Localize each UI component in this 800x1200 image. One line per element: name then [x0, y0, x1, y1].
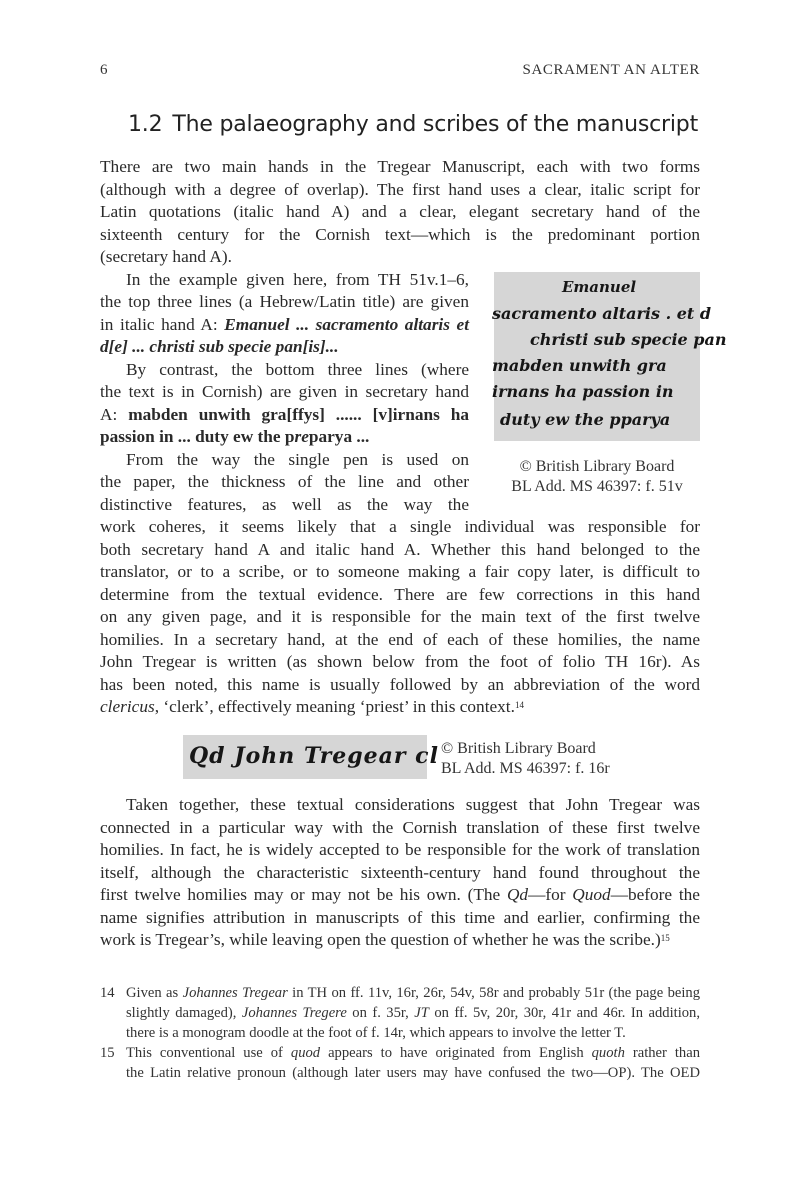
text-line: [100, 884, 700, 906]
footnote-line: [126, 1043, 700, 1063]
caption-shelfmark: BL Add. MS 46397: f. 16r: [441, 760, 610, 777]
text-line: (although with a degree of overlap). The first hand uses a clear, italic script for: [100, 179, 700, 199]
caption-shelfmark: BL Add. MS 46397: f. 51v: [511, 478, 683, 495]
text-line: Latin quotations (italic hand A) and a clear, elegant secretary hand of the: [100, 202, 700, 221]
text-line: on any given page, and it is responsible for the main text of the first twelve: [100, 607, 700, 626]
text-span: work is Tregear’s, while leaving open the question of whether he was the scribe.): [100, 930, 661, 949]
caption-copyright: © British Library Board: [519, 458, 675, 475]
cornish-quotation: parya ...: [308, 427, 370, 446]
text-span: slightly damaged),: [126, 1005, 242, 1021]
text-line: There are two main hands in the Tregear Manuscript, each with two forms: [100, 157, 700, 176]
manuscript-signature: Qd John Tregear cl: [189, 743, 439, 769]
footnote-line: [126, 1003, 700, 1023]
text-span: Given as: [126, 985, 183, 1001]
text-span: —before the: [610, 885, 700, 904]
text-line: connected in a particular way with the Cornish translation of these first twelve: [100, 817, 700, 837]
italic-term: Quod: [572, 885, 611, 904]
page-number: 6: [100, 62, 108, 78]
manuscript-image-f16r: [183, 735, 439, 779]
text-line: homilies. In fact, he is widely accepted to be responsible for the work of translation: [100, 840, 700, 859]
text-span: on ff. 5v, 20r, 30r, 41r and 46r. In addition,: [428, 1005, 701, 1021]
caption-copyright: © British Library Board: [441, 740, 596, 757]
text-line: John Tregear is written (as shown below from the foot of folio TH 16r). As: [100, 652, 700, 671]
footnote-ref-14[interactable]: 14: [514, 700, 524, 710]
text-line: (secretary hand A).: [100, 247, 232, 266]
text-line: sixteenth century for the Cornish text—which is the predominant portion: [100, 224, 700, 244]
manuscript-line: irnans ha passion in: [492, 382, 674, 401]
text-line: [100, 314, 469, 336]
text-line: homilies. In a secretary hand, at the end of each of these homilies, the name: [100, 629, 700, 649]
text-span: in TH on ff. 11v, 16r, 26r, 54v, 58r and probably 51r (the page being: [287, 985, 700, 1001]
section-number: 1.2: [128, 112, 163, 137]
cornish-quotation: passion in ... duty ew the p: [100, 427, 295, 446]
figure-2-caption: [441, 739, 610, 779]
text-line: [100, 404, 469, 426]
text-line: [100, 426, 469, 448]
footnote-15: [100, 1043, 700, 1083]
section-heading: [128, 112, 698, 137]
text-line: [100, 929, 700, 951]
running-title: SACRAMENT AN ALTER: [522, 62, 700, 78]
text-span: This conventional use of: [126, 1045, 291, 1061]
italic-term: quoth: [591, 1045, 625, 1061]
italic-term: Qd: [506, 885, 529, 904]
italic-term: quod: [290, 1045, 321, 1061]
text-line: In the example given here, from TH 51v.1–6,: [126, 269, 469, 289]
manuscript-line: sacramento altaris . et d: [492, 304, 712, 323]
text-line: the text is in Cornish) are given in secretary hand: [100, 382, 469, 401]
italic-term: clericus: [100, 697, 155, 716]
text-line: determine from the textual evidence. There are few corrections in this hand: [100, 584, 700, 604]
footnote-number: 14: [100, 985, 115, 1001]
text-span: appears to have originated from English: [320, 1045, 592, 1061]
text-span: rather than: [624, 1045, 701, 1061]
text-line: both secretary hand A and italic hand A. Whether this hand belonged to the: [100, 539, 700, 559]
text-line: [100, 336, 469, 358]
latin-quotation: d[e] ... christi sub specie pan[is]...: [100, 337, 339, 356]
text-span: first twelve homilies may or may not be his own. (The: [100, 885, 507, 904]
text-line: translator, or to a scribe, or to someone making a fair copy later, is difficult to: [100, 562, 700, 581]
cornish-quotation-italic: re: [294, 427, 309, 446]
text-span: in italic hand A:: [100, 314, 225, 334]
italic-term: Johannes Tregere: [241, 1005, 347, 1021]
text-line: By contrast, the bottom three lines (where: [126, 359, 469, 379]
italic-term: Johannes Tregear: [182, 985, 288, 1001]
latin-quotation: Emanuel ... sacramento altaris et: [224, 314, 469, 334]
figure-1-caption: [494, 457, 700, 497]
text-line: [100, 696, 700, 718]
footnote-line: [126, 983, 700, 1003]
text-span: , ‘clerk’, effectively meaning ‘priest’ in this context.: [154, 697, 515, 716]
text-line: the top three lines (a Hebrew/Latin title) are given: [100, 292, 469, 311]
footnote-line: there is a monogram doodle at the foot of f. 14r, which appears to involve the letter T.: [126, 1025, 626, 1041]
manuscript-line: mabden unwith gra: [492, 356, 667, 375]
footnote-14: [100, 983, 700, 1043]
text-line: distinctive features, as well as the way the: [100, 494, 469, 514]
italic-term: JT: [414, 1005, 429, 1021]
manuscript-line: christi sub specie pan: [530, 330, 727, 349]
manuscript-line: duty ew the pparya: [500, 410, 671, 429]
section-title: The palaeography and scribes of the manuscript: [172, 112, 699, 137]
text-span: A:: [100, 404, 129, 424]
cornish-quotation: mabden unwith gra[ffys] ...... [v]irnans ha: [128, 404, 469, 424]
footnote-number: 15: [100, 1045, 115, 1061]
footnote-ref-15[interactable]: 15: [660, 933, 670, 943]
manuscript-image-f51v: [492, 272, 727, 441]
text-line: From the way the single pen is used on: [126, 449, 469, 469]
manuscript-line: Emanuel: [562, 278, 637, 296]
text-line: work coheres, it seems likely that a single individual was responsible for: [100, 517, 700, 536]
footnote-line: the Latin relative pronoun (although later users may have confused the two—OP). The OED: [126, 1065, 700, 1081]
text-line: the paper, the thickness of the line and other: [100, 472, 469, 491]
text-line: itself, although the characteristic sixteenth-century hand found throughout the: [100, 862, 700, 882]
text-line: name signifies attribution in manuscripts of this time and earlier, confirming the: [100, 907, 700, 927]
text-span: —for: [528, 885, 573, 904]
text-line: has been noted, this name is usually followed by an abbreviation of the word: [100, 674, 700, 694]
text-line: Taken together, these textual considerations suggest that John Tregear was: [126, 795, 700, 814]
text-span: on f. 35r,: [346, 1005, 415, 1021]
